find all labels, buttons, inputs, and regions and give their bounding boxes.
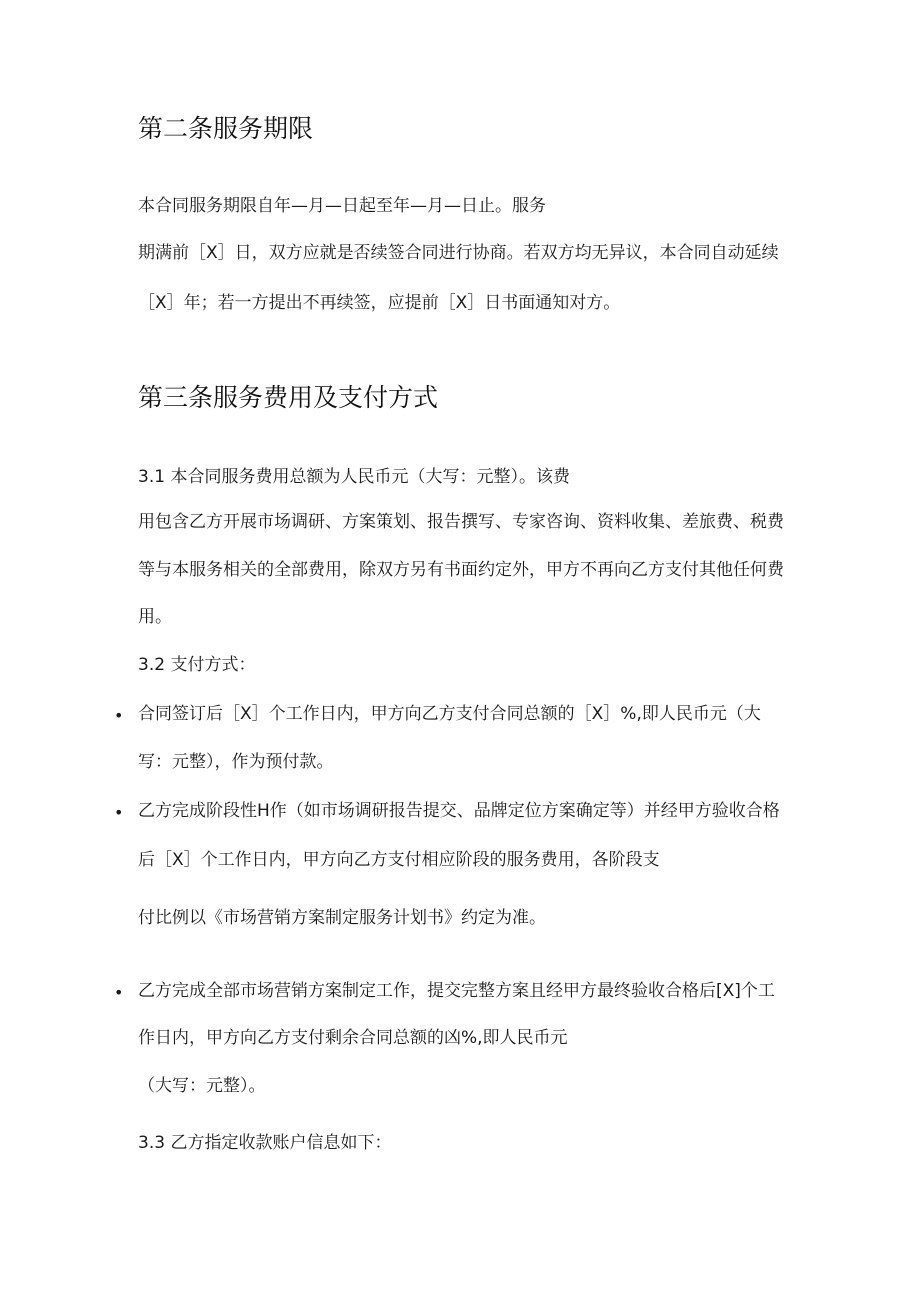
bullet-2-line-1: 乙方完成阶段性H作（如市场调研报告提交、品牌定位方案确定等）并经甲方验收合格 [138,801,780,821]
section-2-title: 第二条服务期限 [138,114,314,143]
section-2-line-3: ［X］年；若一方提出不再续签，应提前［X］日书面通知对方。 [138,293,621,313]
bullet-3-line-3: （大写：元整）。 [138,1076,266,1096]
bullet-2-line-3: 付比例以《市场营销方案制定服务计划书》约定为准。 [138,908,546,928]
clause-3-1-line-2: 用包含乙方开展市场调研、方案策划、报告撰写、专家咨询、资料收集、差旅费、税费 [138,512,784,532]
clause-3-1-line-1: 3.1 本合同服务费用总额为人民币元（大写：元整）。该费 [138,467,570,487]
section-2-line-2: 期满前［X］日，双方应就是否续签合同进行协商。若双方均无异议，本合同自动延续 [138,243,779,263]
section-3-title: 第三条服务费用及支付方式 [138,383,439,412]
clause-3-1-line-3: 等与本服务相关的全部费用，除双方另有书面约定外，甲方不再向乙方支付其他任何费 [138,560,784,580]
bullet-3-marker: • [114,983,124,1002]
bullet-3-line-1: 乙方完成全部市场营销方案制定工作，提交完整方案且经甲方最终验收合格后[X]个工 [138,981,775,1001]
clause-3-3-heading: 3.3 乙方指定收款账户信息如下： [138,1133,392,1153]
section-2-line-1: 本合同服务期限自年—月—日起至年—月—日止。服务 [138,196,546,216]
bullet-2-marker: • [114,803,124,822]
clause-3-2-heading: 3.2 支付方式： [138,655,256,675]
bullet-1-line-2: 写：元整），作为预付款。 [138,752,334,772]
clause-3-1-line-4: 用。 [138,607,172,627]
bullet-2-line-2: 后［X］个工作日内，甲方向乙方支付相应阶段的服务费用，各阶段支 [138,850,660,870]
bullet-1-marker: • [114,706,124,725]
bullet-3-line-2: 作日内，甲方向乙方支付剩余合同总额的凶%,即人民币元 [138,1028,568,1048]
bullet-1-line-1: 合同签订后［X］个工作日内，甲方向乙方支付合同总额的［X］%,即人民币元（大 [138,704,761,724]
